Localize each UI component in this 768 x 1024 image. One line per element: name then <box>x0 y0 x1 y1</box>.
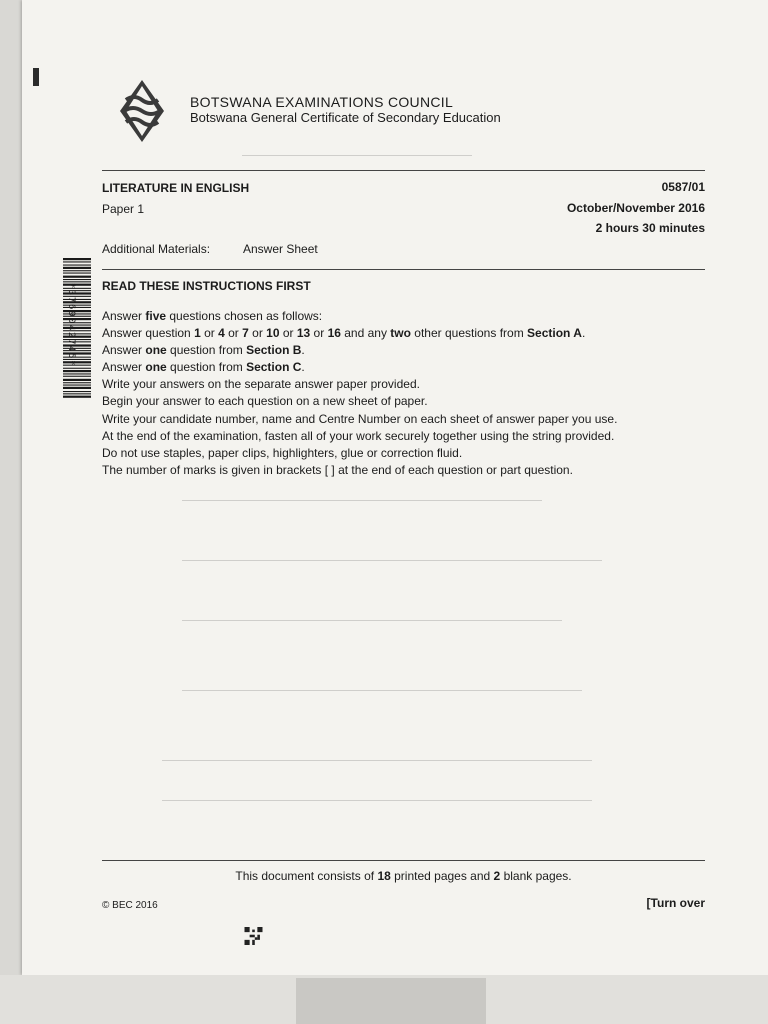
bleed-through-line <box>162 800 592 801</box>
instruction-text: Write your candidate number, name and Centre Number on each sheet of answer paper you use. <box>102 411 618 426</box>
printed-page-count: 18 <box>377 869 391 883</box>
instruction-emphasis: one <box>145 360 167 375</box>
materials-label: Additional Materials: <box>102 242 211 256</box>
header-rule <box>102 170 705 171</box>
bleed-through-line <box>182 620 562 621</box>
edge-mark <box>33 68 39 86</box>
instruction-emphasis: Section C <box>246 360 302 375</box>
council-name: BOTSWANA EXAMINATIONS COUNCIL <box>190 94 454 110</box>
footer-rule <box>102 860 705 861</box>
instruction-emphasis: 13 <box>296 326 311 341</box>
exam-session: October/November 2016 <box>566 201 705 215</box>
instruction-text: Answer <box>102 309 146 323</box>
instruction-text: Answer question <box>102 326 195 341</box>
bleed-through-line <box>182 690 582 691</box>
qr-code-icon <box>244 927 263 945</box>
instruction-text: question from <box>166 343 247 358</box>
certificate-name: Botswana General Certificate of Secondary Education <box>190 110 501 125</box>
scanner-bed-patch <box>296 978 486 1024</box>
instruction-line <box>102 325 617 342</box>
instruction-text: . <box>301 360 305 375</box>
section-rule <box>102 269 705 270</box>
instruction-emphasis: 4 <box>218 326 225 341</box>
barcode-bar <box>63 396 91 398</box>
bleed-through-line <box>182 500 542 501</box>
instruction-line <box>102 411 617 428</box>
instruction-emphasis: one <box>145 343 167 358</box>
instructions-heading: READ THESE INSTRUCTIONS FIRST <box>102 279 311 293</box>
instruction-line <box>102 428 617 445</box>
instruction-emphasis: 10 <box>266 326 280 341</box>
instruction-line <box>102 342 617 359</box>
instruction-text: At the end of the examination, fasten all of your work securely together using the string provided. <box>102 428 615 443</box>
paper-number: Paper 1 <box>102 202 145 216</box>
instruction-line <box>102 376 617 393</box>
bleed-through-line <box>162 760 592 761</box>
page-count-mid: printed pages and <box>390 869 494 883</box>
instruction-text: and any <box>340 326 391 341</box>
instruction-text: other questions from <box>410 326 528 341</box>
subject-title: LITERATURE IN ENGLISH <box>102 181 250 195</box>
instruction-text: or <box>248 326 267 341</box>
instruction-emphasis: Section B <box>246 343 302 358</box>
instruction-line <box>102 445 617 462</box>
instruction-text: Write your answers on the separate answer paper provided. <box>102 377 420 392</box>
page-count-statement <box>102 869 705 883</box>
instruction-line <box>102 393 617 410</box>
turn-over: [Turn over <box>646 896 705 910</box>
instruction-emphasis: two <box>390 326 411 341</box>
instruction-line <box>102 359 617 376</box>
materials-value: Answer Sheet <box>243 242 318 256</box>
bec-logo-icon <box>120 80 164 142</box>
instruction-line <box>102 308 617 325</box>
instruction-text: Do not use staples, paper clips, highlighters, glue or correction fluid. <box>102 445 463 460</box>
instruction-emphasis: five <box>145 309 167 323</box>
instruction-text: or <box>279 326 297 341</box>
instruction-text: Answer <box>102 360 146 375</box>
instructions-list <box>102 308 617 479</box>
barcode <box>63 258 91 403</box>
instruction-text: Answer <box>102 343 146 358</box>
instruction-text: or <box>310 326 328 341</box>
bleed-through-line <box>242 155 472 156</box>
instruction-line <box>102 462 617 479</box>
barcode-number: *3769042745* <box>66 282 76 368</box>
instruction-emphasis: 7 <box>242 326 249 341</box>
bleed-through-line <box>182 560 602 561</box>
page-count-post: blank pages. <box>500 869 572 883</box>
instruction-text: or <box>224 326 243 341</box>
blank-page-count: 2 <box>493 869 501 883</box>
instruction-text: or <box>200 326 219 341</box>
instruction-emphasis: 16 <box>327 326 341 341</box>
instruction-text: questions chosen as follows: <box>166 309 323 323</box>
instruction-text: Begin your answer to each question on a new sheet of paper. <box>102 394 428 409</box>
instruction-emphasis: 1 <box>194 326 201 341</box>
exam-duration: 2 hours 30 minutes <box>595 221 705 235</box>
exam-page <box>22 0 768 975</box>
instruction-text: question from <box>166 360 247 375</box>
copyright: © BEC 2016 <box>102 900 158 911</box>
instruction-text: . <box>301 343 305 358</box>
instruction-text: . <box>581 326 586 341</box>
paper-code: 0587/01 <box>661 180 705 194</box>
page-count-pre: This document consists of <box>235 869 378 883</box>
instruction-emphasis: Section A <box>527 326 582 341</box>
instruction-text: The number of marks is given in brackets [ ] at the end of each question or part question. <box>102 462 573 477</box>
